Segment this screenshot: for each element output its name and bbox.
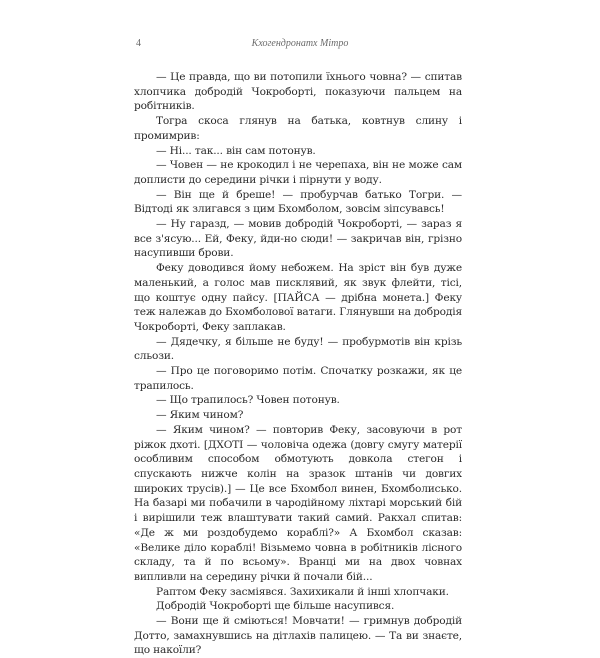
paragraph: Раптом Феку засміявся. Захихикали й інші хлопчаки.	[156, 585, 449, 598]
running-title: Кхогендронатх Мітро	[251, 38, 349, 49]
page-number: 4	[136, 38, 141, 49]
paragraph: — Дядечку, я більше не буду! — пробурмотів він крізь сльози.	[134, 335, 462, 363]
paragraph: — Ну гаразд, — мовив добродій Чокроборті, — зараз я все з'ясую... Ей, Феку, йди-но сюди! — закричав він, грізно насупивши брови.	[134, 218, 462, 260]
paragraph: — Яким чином? — повторив Феку, засовуючи в рот ріжок дхоті. [ДХОТІ — чоловіча одежа (довгу смугу матерії особливим способом обмотують довкола стегон і спускають нижче колін на зразок штанів чи довгих широких трусів).] — Це все Бхомбол винен, Бхомболисько. На базарі ми побачили в чародійному ліхтарі морський бій і вирішили теж влаштувати такий самий. Ракхал спитав: «Де ж ми роздобудемо кораблі?» А Бхомбол сказав: «Велике діло кораблі! Візьмемо човна в робітників лісного складу, та й по всьому». Вранці ми на двох човнах випливли на середину річки й почали бій...	[134, 423, 462, 583]
paragraph: — Ні... так... він сам потонув.	[156, 144, 316, 157]
paragraph: — Вони ще й сміються! Мовчати! — гримнув добродій Дотто, замахнувшись на дітлахів палицею. — Та ви знаєте, що накоїли?	[134, 615, 462, 657]
paragraph: — Він ще й бреше! — пробурчав батько Тогри. — Відтоді як злигався з цим Бхомболом, зовсім зіпсувавсь!	[134, 188, 462, 216]
body-text	[134, 70, 462, 658]
paragraph: Добродій Чокроборті ще більше насупився.	[156, 600, 395, 613]
paragraph: — Човен — не крокодил і не черепаха, він не може сам доплисти до середини річки і пірнути у воду.	[134, 159, 462, 186]
paragraph: Феку доводився йому небожем. На зріст він був дуже маленький, а голос мав писклявий, як звук флейти, тісі, що коштує одну пайсу. [ПАЙСА — дрібна монета.] Феку теж належав до Бхомболової ватаги. Глянувши на добродія Чокроборті, Феку заплакав.	[134, 262, 462, 333]
paragraph: — Яким чином?	[156, 409, 244, 422]
running-head	[136, 38, 464, 54]
paragraph: Тогра скоса глянув на батька, ковтнув слину і промимрив:	[134, 115, 462, 142]
paragraph: — Про це поговоримо потім. Спочатку розкажи, як це трапилось.	[134, 365, 462, 392]
paragraph: — Що трапилось? Човен потонув.	[156, 394, 340, 407]
paragraph: — Це правда, що ви потопили їхнього човна? — спитав хлопчика добродій Чокроборті, показуючи пальцем на робітників.	[134, 71, 462, 113]
